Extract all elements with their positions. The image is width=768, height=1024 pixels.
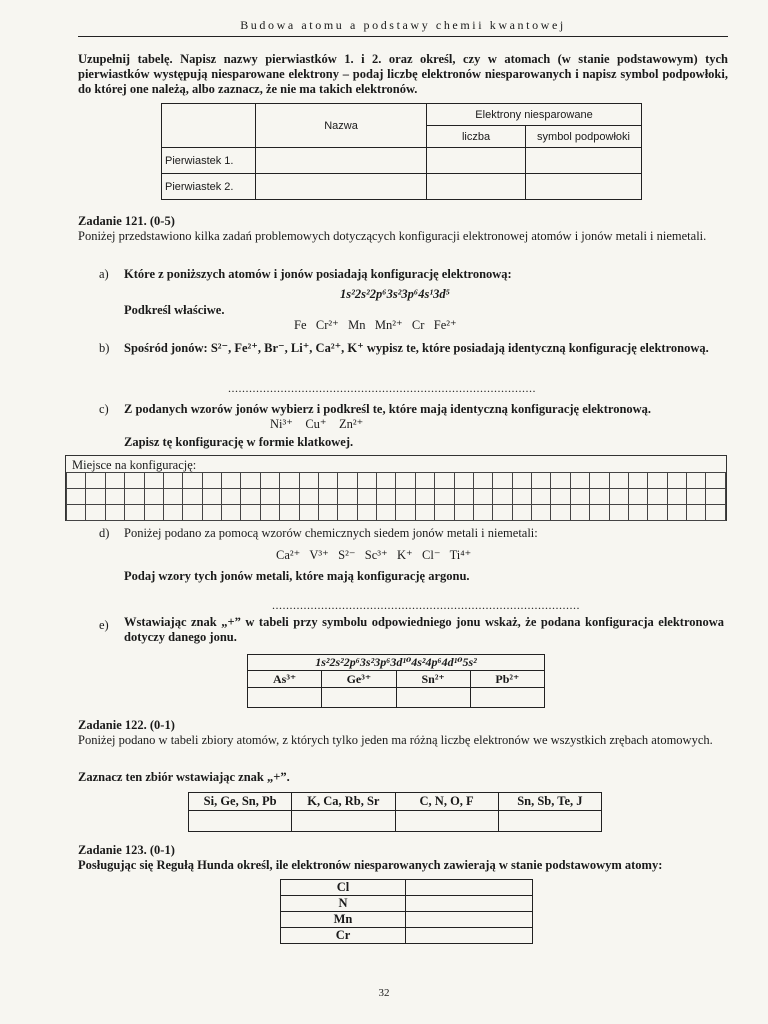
answer-cell[interactable]: [406, 912, 533, 928]
task-121-title: Zadanie 121. (0-5): [78, 214, 175, 228]
row-label: Pierwiastek 1.: [162, 148, 256, 174]
answer-cell[interactable]: [396, 688, 470, 708]
atom-label: Mn: [281, 912, 406, 928]
subtask-e-label: e): [99, 618, 109, 632]
answer-cell[interactable]: [427, 148, 526, 174]
task-123-title: Zadanie 123. (0-1): [78, 843, 175, 857]
col-name-header: Nazwa: [256, 104, 427, 148]
answer-cell[interactable]: [322, 688, 396, 708]
task-121-text: Poniżej przedstawiono kilka zadań problemowych dotyczących konfiguracji elektronowej atomów i jonów metali i niemetali.: [78, 229, 707, 243]
subtask-d-ions: Ca²⁺ V³⁺ S²⁻ Sc³⁺ K⁺ Cl⁻ Ti⁴⁺: [276, 548, 472, 562]
answer-cell[interactable]: [406, 896, 533, 912]
atoms-table: [280, 879, 533, 944]
intro-text: Uzupełnij tabelę. Napisz nazwy pierwiastków 1. i 2. oraz określ, czy w atomach (w stanie podstawowym) tych pierwiastków występują niesparowane elektrony – podaj liczbę elektronów niesparowanych i napisz symbol podpowłoki, do której one należą, albo zaznacz, że nie ma takich elektronów.: [78, 52, 728, 96]
ion-table: [247, 654, 545, 708]
ion-table-config: 1s²2s²2p⁶3s²3p⁶3d¹⁰4s²4p⁶4d¹⁰5s²: [248, 655, 545, 671]
answer-cell[interactable]: [406, 928, 533, 944]
subtask-a-label: a): [99, 267, 109, 281]
subtask-a-instruction: Podkreśl właściwe.: [124, 303, 225, 317]
atom-label: N: [281, 896, 406, 912]
row-label: Pierwiastek 2.: [162, 174, 256, 200]
answer-cell[interactable]: [256, 148, 427, 174]
ion-header: Sn²⁺: [396, 671, 470, 688]
subtask-a-question: Które z poniższych atomów i jonów posiadają konfigurację elektronową:: [124, 267, 512, 281]
set-header: K, Ca, Rb, Sr: [292, 793, 395, 811]
page-number: 32: [378, 987, 390, 999]
answer-cell[interactable]: [395, 811, 498, 832]
configuration-box-label: Miejsce na konfigurację:: [72, 458, 197, 472]
subtask-c-question: Z podanych wzorów jonów wybierz i podkreśl te, które mają identyczną konfigurację elektronową.: [124, 402, 652, 416]
answer-cell[interactable]: [498, 811, 601, 832]
subtask-c-instruction: Zapisz tę konfigurację w formie klatkowej.: [124, 435, 354, 449]
subtask-b-question: Spośród jonów: S²⁻, Fe²⁺, Br⁻, Li⁺, Ca²⁺, K⁺ wypisz te, które posiadają identyczną konfigurację elektronową.: [124, 341, 709, 355]
answer-cell[interactable]: [526, 148, 642, 174]
ion-header: Pb²⁺: [470, 671, 544, 688]
subtask-c-label: c): [99, 402, 109, 416]
task-122-title: Zadanie 122. (0-1): [78, 718, 175, 732]
task-122-text: Poniżej podano w tabeli zbiory atomów, z których tylko jeden ma różną liczbę elektronów we wszystkich zrębach atomowych.: [78, 733, 713, 747]
answer-cell[interactable]: [256, 174, 427, 200]
intro-table: [161, 103, 642, 200]
subtask-d-instruction: Podaj wzory tych jonów metali, które mają konfigurację argonu.: [124, 569, 470, 583]
col-symbol-header: symbol podpowłoki: [526, 126, 642, 148]
sets-table: [188, 792, 602, 832]
answer-line[interactable]: ........................................................................................: [272, 598, 580, 612]
subtask-c-ions: Ni³⁺ Cu⁺ Zn²⁺: [270, 417, 364, 431]
subtask-d-question: Poniżej podano za pomocą wzorów chemicznych siedem jonów metali i niemetali:: [124, 526, 538, 540]
answer-cell[interactable]: [189, 811, 292, 832]
answer-cell[interactable]: [292, 811, 395, 832]
set-header: Si, Ge, Sn, Pb: [189, 793, 292, 811]
subtask-d-label: d): [99, 526, 110, 540]
subtask-a-config: 1s²2s²2p⁶3s²3p⁶4s¹3d⁵: [340, 287, 450, 301]
task-123-text: Posługując się Regułą Hunda określ, ile elektronów niesparowanych zawierają w stanie podstawowym atomy:: [78, 858, 663, 872]
orbital-grid[interactable]: [66, 472, 726, 521]
atom-label: Cr: [281, 928, 406, 944]
ion-header: Ge³⁺: [322, 671, 396, 688]
answer-cell[interactable]: [526, 174, 642, 200]
answer-line[interactable]: ........................................................................................: [228, 381, 536, 395]
atom-label: Cl: [281, 880, 406, 896]
answer-cell[interactable]: [427, 174, 526, 200]
set-header: Sn, Sb, Te, J: [498, 793, 601, 811]
col-count-header: liczba: [427, 126, 526, 148]
ion-header: As³⁺: [248, 671, 322, 688]
answer-cell[interactable]: [470, 688, 544, 708]
answer-cell[interactable]: [248, 688, 322, 708]
task-122-instruction: Zaznacz ten zbiór wstawiając znak „+”.: [78, 770, 290, 784]
subtask-a-options: Fe Cr²⁺ Mn Mn²⁺ Cr Fe²⁺: [294, 318, 457, 332]
subtask-e-question: Wstawiając znak „+” w tabeli przy symbolu odpowiedniego jonu wskaż, że podana konfiguracja elektronowa dotyczy danego jonu.: [124, 615, 724, 644]
col-group-header: Elektrony niesparowane: [427, 104, 642, 126]
set-header: C, N, O, F: [395, 793, 498, 811]
running-header: Budowa atomu a podstawy chemii kwantowej: [78, 18, 728, 37]
configuration-box[interactable]: [65, 455, 727, 521]
answer-cell[interactable]: [406, 880, 533, 896]
subtask-b-label: b): [99, 341, 110, 355]
